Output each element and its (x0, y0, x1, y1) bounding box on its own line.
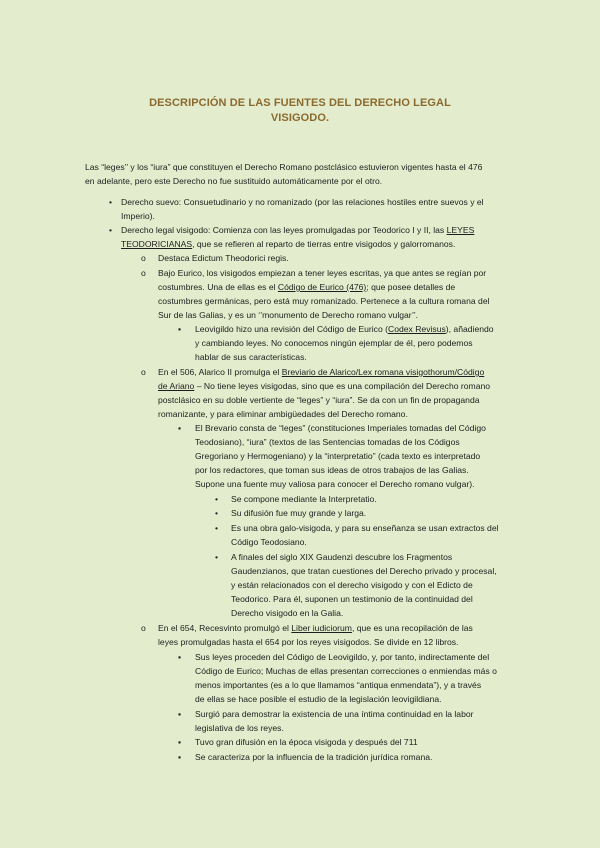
codigo-eurico-link[interactable]: Código de Eurico (476) (277, 282, 367, 292)
bullet-brevario-consta: ▪ (178, 423, 182, 433)
breviario-point-2: Su difusión fue muy grande y larga. (231, 508, 367, 518)
visigodo-line-2 (121, 239, 455, 250)
bullet-edictum: o (141, 253, 146, 263)
document-title-line-2: VISIGODO. (270, 112, 330, 124)
liber-line-2: leyes promulgadas hasta el 654 por los reyes visigodos. Se divide en 12 libros. (158, 637, 459, 647)
breviario-point-3-line-1: Es una obra galo-visigoda, y para su enseñanza se usan extractos del (231, 523, 499, 533)
visigodo-text-cont: , que se refieren al reparto de tierras entre visigodos y galorromanos. (192, 239, 456, 249)
breviario-point-3-line-2: Código Teodosiano. (231, 537, 307, 547)
leyes-teodoricianas-link-cont[interactable]: TEODORICIANAS (121, 239, 193, 249)
eurico-text: costumbres. Una de ellas es el (158, 282, 278, 292)
visigodo-text: Derecho legal visigodo: Comienza con las leyes promulgadas por Teodorico I y II, las (121, 225, 447, 235)
eurico-line-4: Sur de las Galias, y es un ‘’monumento de Derecho romano vulgar’’. (158, 310, 419, 320)
leovigildo-line-3: hablar de sus características. (195, 352, 307, 362)
liber-sub-2-line-2: legislativa de los reyes. (195, 723, 284, 733)
bullet-point-2: • (215, 508, 219, 518)
leyes-teodoricianas-link[interactable]: LEYES (446, 225, 475, 235)
bullet-suevo: • (109, 197, 113, 207)
liber-line-1 (158, 623, 473, 634)
liber-sub-1-line-4: de ellas se hace posible el estudio de la legislación leovigildiana. (195, 694, 442, 704)
leovigildo-text: Leovigildo hizo una revisión del Código de Eurico ( (195, 324, 388, 334)
brevario-consta-line-4: por los redactores, que toman sus ideas de otros trabajos de las Galias. (195, 465, 469, 475)
intro-line-2: en adelante, pero este Derecho no fue sustituido automáticamente por el otro. (85, 176, 383, 186)
breviario-alarico-link-cont[interactable]: de Ariano (158, 381, 195, 391)
brevario-consta-line-5: Supone una fuente muy valiosa para conocer el Derecho romano vulgar). (195, 479, 475, 489)
bullet-liber-3: ▪ (178, 737, 182, 747)
bullet-point-3: • (215, 523, 219, 533)
bullet-point-1: • (215, 494, 219, 504)
brevario-consta-line-3: Gregoriano y Hermogeniano) y la “interpretatio” (cada texto es interpretado (195, 451, 481, 461)
breviario-alarico-link[interactable]: Breviario de Alarico/Lex romana visigothorum/Código (281, 367, 485, 377)
breviario-point-4-line-4: Teodorico. Para él, suponen un testimonio de la continuidad del (231, 594, 473, 604)
bullet-leovigildo: ▪ (178, 324, 182, 334)
breviario-point-4-line-1: A finales del siglo XIX Gaudenzi descubre los Fragmentos (231, 552, 453, 562)
bullet-liber-2: ▪ (178, 709, 182, 719)
breviario-text: En el 506, Alarico II promulga el (158, 367, 282, 377)
liber-sub-3: Tuvo gran difusión en la época visigoda y después del 711 (195, 737, 418, 747)
breviario-point-4-line-2: Gaudenzianos, que tratan cuestiones del Derecho privado y procesal, (231, 566, 497, 576)
eurico-line-1: Bajo Eurico, los visigodos empiezan a tener leyes escritas, ya que antes se regían por (158, 268, 487, 278)
liber-sub-4: Se caracteriza por la influencia de la tradición jurídica romana. (195, 752, 433, 762)
liber-iudiciorum-link[interactable]: Liber iudiciorum (291, 623, 352, 633)
breviario-point-4-line-5: Derecho visigodo en la Galia. (231, 608, 344, 618)
liber-text: En el 654, Recesvinto promulgó el (158, 623, 292, 633)
codex-revisus-link[interactable]: Codex Revisus (388, 324, 446, 334)
eurico-line-2 (158, 282, 455, 293)
bullet-liber-4: ▪ (178, 752, 182, 762)
leovigildo-text-cont: ), añadiendo (445, 324, 494, 334)
liber-text-cont: , que es una recopilación de las (351, 623, 473, 633)
brevario-consta-line-2: Teodosiano), “iura” (textos de las Sentencias tomadas de los Códigos (195, 437, 460, 447)
brevario-consta-line-1: El Brevario consta de “leges” (constituciones Imperiales tomadas del Código (195, 423, 486, 433)
liber-sub-1-line-1: Sus leyes proceden del Código de Leovigildo, y, por tanto, indirectamente del (195, 652, 490, 662)
bullet-liber: o (141, 623, 146, 633)
bullet-breviario: o (141, 367, 146, 377)
breviario-point-4-line-3: y están relacionados con el derecho visigodo y con el Edicto de (231, 580, 473, 590)
suevo-line-1: Derecho suevo: Consuetudinario y no romanizado (por las relaciones hostiles entre suevos y el (121, 197, 484, 207)
breviario-point-1: Se compone mediante la Interpretatio. (231, 494, 377, 504)
suevo-line-2: Imperio). (121, 211, 155, 221)
breviario-line-3: postclásico en su doble vertiente de “leges” y “iura”. Se da con un fin de propaganda (158, 395, 480, 405)
eurico-text-cont: ; que posee detalles de (366, 282, 456, 292)
bullet-visigodo: • (109, 225, 113, 235)
breviario-text-cont: – No tiene leyes visigodas, sino que es una compilación del Derecho romano (194, 381, 491, 391)
leovigildo-line-1 (195, 324, 494, 335)
leovigildo-line-2: y cambiando leyes. No conocemos ningún ejemplar de él, pero podemos (195, 338, 473, 348)
bullet-eurico: o (141, 268, 146, 278)
intro-line-1: Las “leges’’ y los “iura” que constituyen el Derecho Romano postclásico estuvieron vigentes hasta el 476 (85, 162, 483, 172)
bullet-liber-1: ▪ (178, 652, 182, 662)
edictum-line: Destaca Edictum Theodorici regis. (158, 253, 289, 263)
liber-sub-1-line-3: menos importantes (es a lo que llamamos “antiqua enmendata”), y a través (195, 680, 482, 690)
visigodo-line-1 (121, 225, 474, 236)
document-title-line-1: DESCRIPCIÓN DE LAS FUENTES DEL DERECHO LEGAL (149, 97, 451, 109)
eurico-line-3: costumbres germánicas, pero está muy romanizado. Pertenece a la cultura romana del (158, 296, 490, 306)
liber-sub-1-line-2: Código de Eurico; Muchas de ellas presentan correcciones o enmiendas más o (195, 666, 497, 676)
breviario-line-1 (158, 367, 484, 378)
bullet-point-4: • (215, 552, 219, 562)
liber-sub-2-line-1: Surgió para demostrar la existencia de una íntima continuidad en la labor (195, 709, 474, 719)
breviario-line-4: romanizante, y para eliminar ambigüedades del Derecho romano. (158, 409, 408, 419)
breviario-line-2 (158, 381, 490, 392)
